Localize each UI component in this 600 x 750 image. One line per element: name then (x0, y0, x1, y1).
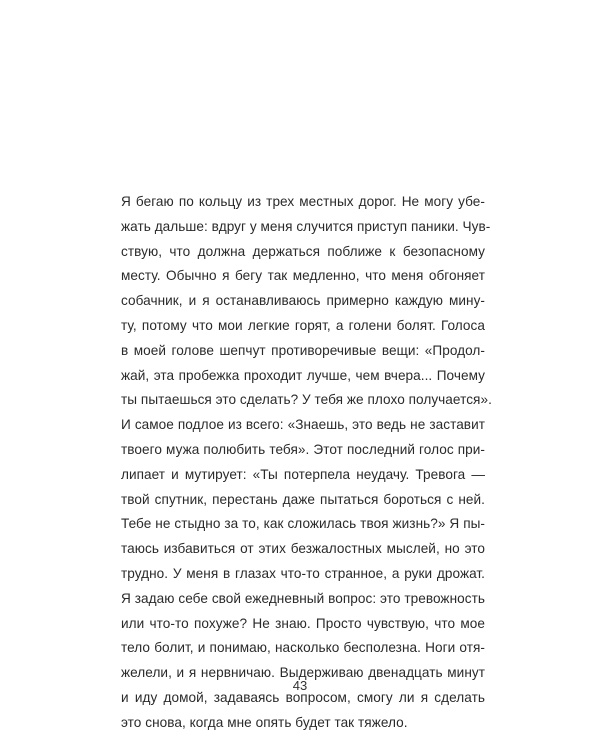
text-line: таюсь избавиться от этих безжалостных мыслей, но это (121, 541, 485, 557)
text-line: ту, потому что мои легкие горят, а голени болят. Голоса (121, 317, 485, 333)
body-text (121, 190, 492, 736)
text-line: твой спутник, перестань даже пытаться бороться с ней. (121, 491, 485, 507)
text-line: Я задаю себе свой ежедневный вопрос: это тревожность (121, 590, 485, 606)
text-line: И самое подлое из всего: «Знаешь, это ведь не заставит (121, 417, 485, 433)
page-number: 43 (292, 678, 308, 693)
text-line: ствую, что должна держаться поближе к безопасному (121, 243, 485, 259)
text-line: это снова, когда мне опять будет так тяжело. (121, 714, 408, 730)
text-line: собачник, и я останавливаюсь примерно каждую мину- (121, 293, 485, 309)
text-line: Тебе не стыдно за то, как сложилась твоя жизнь?» Я пы- (121, 516, 485, 532)
text-line: липает и мутирует: «Ты потерпела неудачу. Тревога — (121, 466, 485, 482)
text-line: в моей голове шепчут противоречивые вещи: «Продол- (121, 342, 485, 358)
text-line: желели, и я нервничаю. Выдерживаю двенадцать минут (121, 665, 485, 681)
text-line: жать дальше: вдруг у меня случится приступ паники. Чув- (121, 218, 491, 234)
text-line: ты пытаешься это сделать? У тебя же плохо получается». (121, 392, 492, 408)
text-line: твоего мужа полюбить тебя». Этот последний голос при- (121, 441, 485, 457)
text-line: или что-то похуже? Не знаю. Просто чувствую, что мое (121, 615, 485, 631)
text-line: месту. Обычно я бегу так медленно, что меня обгоняет (121, 268, 485, 284)
text-line: тело болит, и понимаю, насколько бесполезна. Ноги отя- (121, 640, 485, 656)
text-line: трудно. У меня в глазах что-то странное, а руки дрожат. (121, 565, 485, 581)
text-line: Я бегаю по кольцу из трех местных дорог. Не могу убе- (121, 194, 485, 209)
text-line: жай, эта пробежка проходит лучше, чем вчера... Почему (121, 367, 485, 383)
text-line: и иду домой, задаваясь вопросом, смогу ли я сделать (121, 689, 485, 705)
